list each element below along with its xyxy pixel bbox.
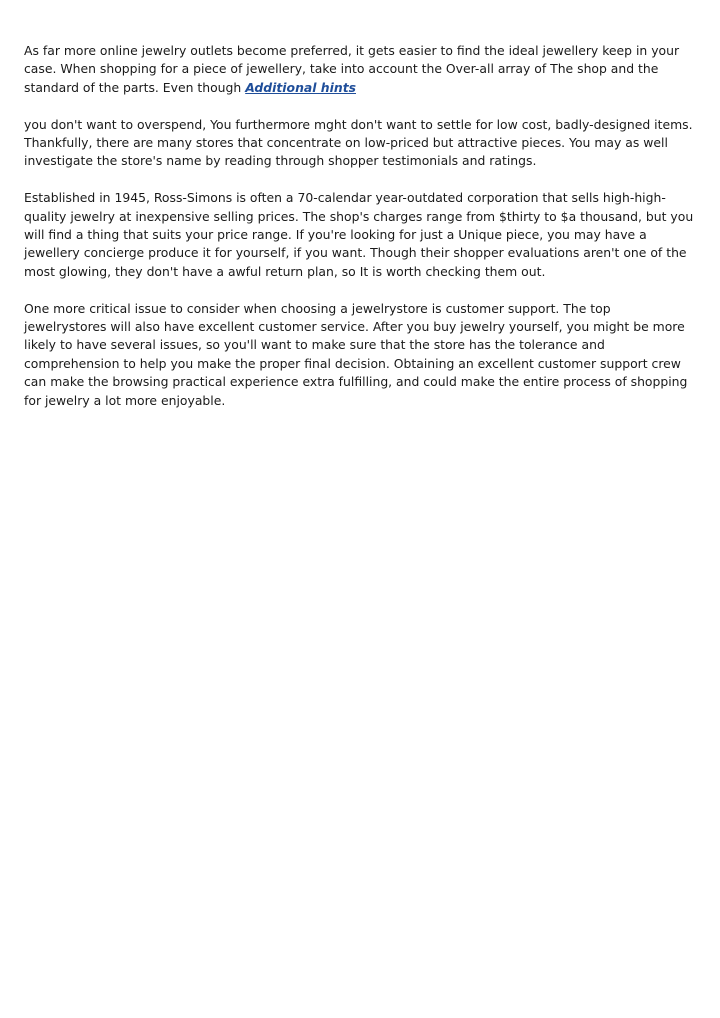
paragraph-4: One more critical issue to consider when choosing a jewelrystore is customer support. The top jewelrystores will also have excellent customer service. After you buy jewelry yourself, you might be more likely to have several issues, so you'll want to make sure that the store has the tolerance and comprehension to help you make the proper final decision. Obtaining an excellent customer support crew can make the browsing practical experience extra fulfilling, and could make the entire process of shopping for jewelry a lot more enjoyable. [24, 300, 688, 408]
document-body [24, 42, 696, 428]
paragraph-2: you don't want to overspend, You furthermore mght don't want to settle for low cost, badly-designed items. Thankfully, there are many stores that concentrate on low-priced but attractive pieces. You may as well investigate the store's name by reading through shopper testimonials and ratings. [24, 116, 693, 169]
paragraph-3: Established in 1945, Ross-Simons is often a 70-calendar year-outdated corporation that sells high-high-quality jewelry at inexpensive selling prices. The shop's charges range from $thirty to $a thousand, but you will find a thing that suits your price range. If you're looking for just a Unique piece, you may have a jewellery concierge produce it for yourself, if you want. Though their shopper evaluations aren't one of the most glowing, they don't have a awful return plan, so It is worth checking them out. [24, 190, 694, 279]
paragraph-1-text: As far more online jewelry outlets become preferred, it gets easier to find the ideal jewellery keep in your case. When shopping for a piece of jewellery, take into account the Over-all array of The shop and the standard of the parts. Even though [24, 43, 680, 95]
paragraph-1 [24, 42, 696, 97]
additional-hints-link[interactable]: Additional hints [245, 79, 356, 95]
